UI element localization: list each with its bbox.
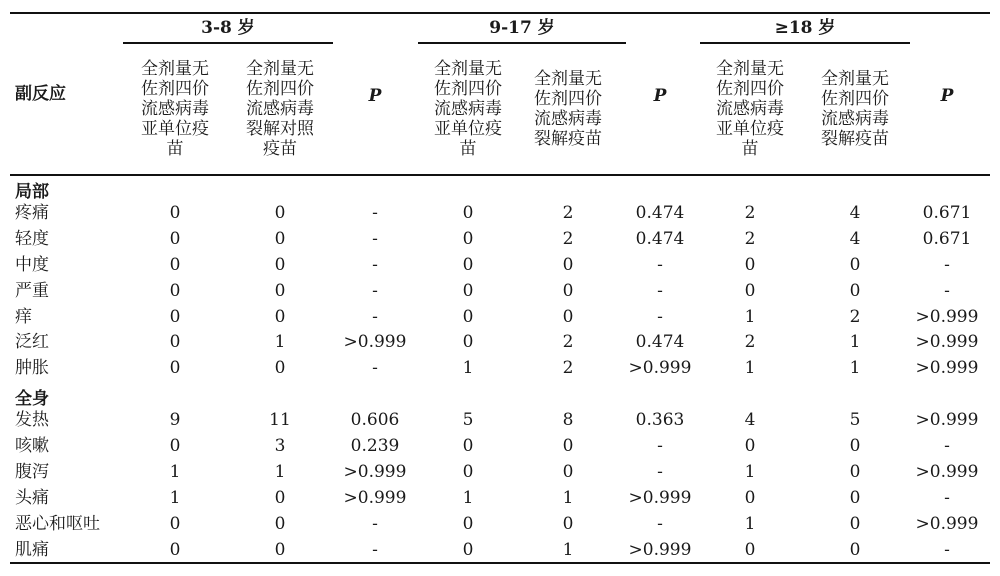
table-cell: - bbox=[372, 539, 378, 560]
table-cell: 0 bbox=[169, 539, 181, 560]
row-label: 咳嗽 bbox=[15, 436, 49, 456]
table-cell: - bbox=[944, 487, 950, 508]
table-cell: 0 bbox=[462, 513, 474, 534]
table-cell: 0 bbox=[462, 254, 474, 275]
p-value-header: P bbox=[940, 86, 954, 106]
table-cell: 0 bbox=[744, 436, 756, 456]
row-label: 头痛 bbox=[15, 487, 49, 508]
group-label-18: ≥18 岁 bbox=[774, 18, 836, 38]
column-header-line: 全剂量无 bbox=[534, 69, 602, 89]
table-cell: 0 bbox=[169, 513, 181, 534]
table-cell: 3 bbox=[274, 436, 286, 456]
table-cell: 0 bbox=[462, 280, 474, 301]
table-cell: 1 bbox=[274, 332, 286, 353]
table-cell: 0 bbox=[274, 513, 286, 534]
table-cell: 1 bbox=[849, 332, 861, 353]
table-cell: 2 bbox=[562, 228, 574, 249]
table-cell: 0 bbox=[274, 487, 286, 508]
table-cell: 1 bbox=[169, 487, 181, 508]
row-label: 痒 bbox=[15, 306, 32, 327]
table-cell: 0 bbox=[462, 436, 474, 456]
section-title: 全身 bbox=[15, 389, 49, 410]
table-cell: - bbox=[944, 436, 950, 456]
table-cell: 0 bbox=[169, 254, 181, 275]
group-rule-18 bbox=[700, 42, 910, 44]
column-header-line: 佐剂四价 bbox=[534, 89, 602, 109]
table-cell: - bbox=[372, 228, 378, 249]
table-cell: >0.999 bbox=[915, 306, 979, 327]
table-cell: 0 bbox=[169, 358, 181, 379]
table-cell: - bbox=[657, 461, 663, 482]
table-cell: 0 bbox=[744, 280, 756, 301]
table-cell: 0 bbox=[274, 539, 286, 560]
table-cell: >0.999 bbox=[343, 461, 407, 482]
row-header: 副反应 bbox=[15, 84, 66, 104]
table-cell: 0 bbox=[274, 254, 286, 275]
column-header-line: 裂解疫苗 bbox=[821, 129, 889, 149]
column-header-line: 流感病毒 bbox=[434, 99, 502, 119]
table-cell: - bbox=[372, 254, 378, 275]
table-cell: - bbox=[657, 436, 663, 456]
table-cell: 0 bbox=[169, 306, 181, 327]
column-header-line: 流感病毒 bbox=[716, 99, 784, 119]
table-cell: 11 bbox=[269, 410, 291, 431]
table-cell: 0.474 bbox=[635, 202, 685, 223]
column-header-line: 苗 bbox=[459, 139, 477, 159]
header-bottom-rule bbox=[10, 174, 990, 176]
table-cell: 0 bbox=[562, 306, 574, 327]
table-cell: 2 bbox=[849, 306, 861, 327]
table-cell: >0.999 bbox=[628, 358, 692, 379]
table-cell: 1 bbox=[169, 461, 181, 482]
table-cell: 0.239 bbox=[350, 436, 400, 456]
table-cell: 0 bbox=[849, 254, 861, 275]
table-cell: 1 bbox=[744, 513, 756, 534]
table-cell: 0 bbox=[849, 280, 861, 301]
table-cell: 0.363 bbox=[635, 410, 685, 431]
section-title: 局部 bbox=[15, 182, 49, 202]
column-header-line: 佐剂四价 bbox=[716, 79, 784, 99]
table-cell: >0.999 bbox=[915, 410, 979, 431]
table-cell: 2 bbox=[744, 228, 756, 249]
table-cell: 0 bbox=[849, 513, 861, 534]
table-cell: - bbox=[372, 280, 378, 301]
table-cell: 0 bbox=[744, 254, 756, 275]
table-cell: 0 bbox=[849, 539, 861, 560]
table-cell: 0 bbox=[849, 461, 861, 482]
column-header-line: 流感病毒 bbox=[246, 99, 314, 119]
table-cell: 2 bbox=[562, 202, 574, 223]
table-cell: 0.474 bbox=[635, 228, 685, 249]
column-header-line: 佐剂四价 bbox=[434, 79, 502, 99]
table-cell: >0.999 bbox=[915, 513, 979, 534]
table-cell: - bbox=[657, 306, 663, 327]
table-cell: 0 bbox=[849, 436, 861, 456]
table-cell: 1 bbox=[744, 358, 756, 379]
row-label: 中度 bbox=[15, 254, 49, 275]
column-header-line: 亚单位疫 bbox=[716, 119, 784, 139]
group-rule-9-17 bbox=[418, 42, 626, 44]
table-cell: 0 bbox=[462, 539, 474, 560]
table-cell: - bbox=[372, 306, 378, 327]
p-value-header: P bbox=[653, 86, 667, 106]
table-cell: 1 bbox=[274, 461, 286, 482]
table-cell: 0 bbox=[462, 306, 474, 327]
column-header-line: 全剂量无 bbox=[716, 59, 784, 79]
table-cell: 1 bbox=[849, 358, 861, 379]
column-header-line: 苗 bbox=[741, 139, 759, 159]
row-label: 泛红 bbox=[15, 332, 49, 353]
table-cell: 0 bbox=[562, 254, 574, 275]
group-rule-3-8 bbox=[123, 42, 333, 44]
table-cell: 0 bbox=[462, 461, 474, 482]
table-cell: 4 bbox=[849, 202, 861, 223]
table-cell: >0.999 bbox=[915, 461, 979, 482]
table-cell: 0 bbox=[744, 539, 756, 560]
table-cell: 0 bbox=[744, 487, 756, 508]
table-cell: 1 bbox=[744, 461, 756, 482]
row-label: 疼痛 bbox=[15, 202, 49, 223]
bottom-rule bbox=[10, 562, 990, 564]
row-label: 恶心和呕吐 bbox=[15, 513, 100, 534]
table-cell: 0 bbox=[562, 436, 574, 456]
row-label: 腹泻 bbox=[15, 461, 49, 482]
table-cell: 0 bbox=[274, 280, 286, 301]
row-label: 严重 bbox=[15, 280, 49, 301]
table-cell: 0 bbox=[849, 487, 861, 508]
table-cell: 1 bbox=[462, 487, 474, 508]
table-cell: 0 bbox=[562, 280, 574, 301]
column-header-line: 佐剂四价 bbox=[141, 79, 209, 99]
table-cell: 0 bbox=[562, 461, 574, 482]
table-cell: - bbox=[372, 358, 378, 379]
table-cell: 9 bbox=[169, 410, 181, 431]
row-label: 肌痛 bbox=[15, 539, 49, 560]
table-cell: - bbox=[944, 254, 950, 275]
table-cell: 0 bbox=[169, 332, 181, 353]
table-cell: 8 bbox=[562, 410, 574, 431]
table-cell: 0 bbox=[169, 436, 181, 456]
table-cell: 0.474 bbox=[635, 332, 685, 353]
table-cell: 1 bbox=[462, 358, 474, 379]
table-cell: - bbox=[372, 202, 378, 223]
table-cell: 4 bbox=[849, 228, 861, 249]
column-header-line: 流感病毒 bbox=[141, 99, 209, 119]
table-cell: 2 bbox=[562, 332, 574, 353]
column-header-line: 疫苗 bbox=[263, 139, 297, 159]
table-cell: 0 bbox=[462, 202, 474, 223]
table-cell: - bbox=[372, 513, 378, 534]
column-header-line: 亚单位疫 bbox=[141, 119, 209, 139]
row-label: 轻度 bbox=[15, 228, 49, 249]
column-header-line: 裂解对照 bbox=[246, 119, 314, 139]
table-cell: 2 bbox=[562, 358, 574, 379]
table-cell: 0 bbox=[462, 332, 474, 353]
table-cell: 0.671 bbox=[922, 202, 972, 223]
column-header-line: 苗 bbox=[166, 139, 184, 159]
table-cell: 2 bbox=[744, 332, 756, 353]
table-cell: 0 bbox=[274, 228, 286, 249]
column-header-line: 裂解疫苗 bbox=[534, 129, 602, 149]
column-header-line: 全剂量无 bbox=[246, 59, 314, 79]
table-cell: 5 bbox=[462, 410, 474, 431]
table-cell: 1 bbox=[744, 306, 756, 327]
table-cell: >0.999 bbox=[628, 539, 692, 560]
column-header-line: 全剂量无 bbox=[821, 69, 889, 89]
table-cell: 2 bbox=[744, 202, 756, 223]
table-cell: - bbox=[657, 280, 663, 301]
column-header-line: 流感病毒 bbox=[821, 109, 889, 129]
row-label: 发热 bbox=[15, 410, 49, 431]
table-cell: - bbox=[657, 254, 663, 275]
table-cell: 0.671 bbox=[922, 228, 972, 249]
table-cell: 0 bbox=[169, 202, 181, 223]
column-header-line: 流感病毒 bbox=[534, 109, 602, 129]
column-header-line: 亚单位疫 bbox=[434, 119, 502, 139]
table-cell: 1 bbox=[562, 487, 574, 508]
top-rule bbox=[10, 12, 990, 14]
table-cell: >0.999 bbox=[915, 358, 979, 379]
table-cell: 0 bbox=[169, 228, 181, 249]
table-cell: 4 bbox=[744, 410, 756, 431]
adverse-reaction-table bbox=[10, 12, 990, 566]
table-cell: 0 bbox=[274, 202, 286, 223]
column-header-line: 佐剂四价 bbox=[246, 79, 314, 99]
table-cell: 0 bbox=[169, 280, 181, 301]
column-header-line: 全剂量无 bbox=[434, 59, 502, 79]
column-header-line: 全剂量无 bbox=[141, 59, 209, 79]
table-cell: 0 bbox=[274, 358, 286, 379]
table-cell: >0.999 bbox=[915, 332, 979, 353]
table-cell: - bbox=[657, 513, 663, 534]
group-label-3-8: 3-8 岁 bbox=[201, 18, 255, 38]
table-cell: - bbox=[944, 280, 950, 301]
table-cell: 0 bbox=[562, 513, 574, 534]
group-label-9-17: 9-17 岁 bbox=[489, 18, 555, 38]
table-cell: - bbox=[944, 539, 950, 560]
table-cell: 1 bbox=[562, 539, 574, 560]
p-value-header: P bbox=[368, 86, 382, 106]
table-cell: 0.606 bbox=[350, 410, 400, 431]
column-header-line: 佐剂四价 bbox=[821, 89, 889, 109]
table-cell: >0.999 bbox=[628, 487, 692, 508]
table-cell: 0 bbox=[274, 306, 286, 327]
table-cell: >0.999 bbox=[343, 332, 407, 353]
table-cell: 5 bbox=[849, 410, 861, 431]
row-label: 肿胀 bbox=[15, 358, 49, 379]
table-cell: 0 bbox=[462, 228, 474, 249]
table-cell: >0.999 bbox=[343, 487, 407, 508]
